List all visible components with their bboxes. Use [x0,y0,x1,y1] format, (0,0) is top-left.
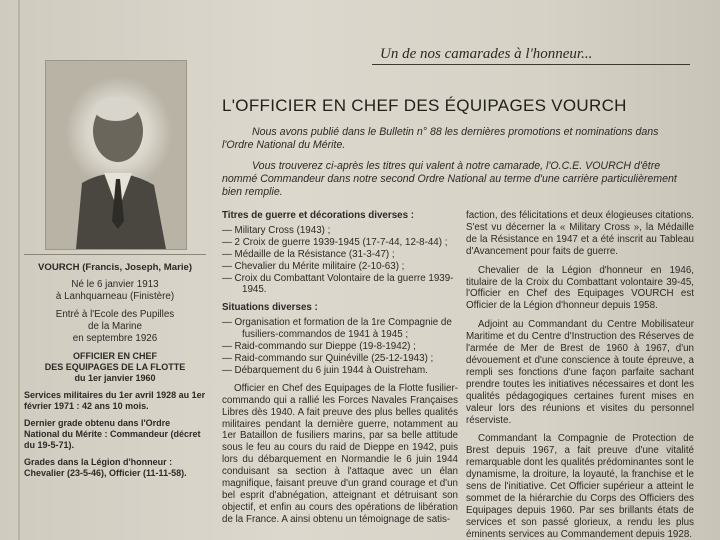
sidebar-rule [24,254,206,255]
list-item: — Croix du Combattant Volontaire de la guerre 1939-1945. [222,273,458,297]
banner-heading: Un de nos camarades à l'honneur... [380,46,593,62]
birth-place: à Lanhquarneau (Finistère) [55,291,175,302]
paragraph-brest-centre: Adjoint au Commandant du Centre Mobilisateur Maritime et du Centre d'Instruction des Réserves de l'armée de Mer de Brest de 1960 à 1967, d'un dévouement et d'une conscience à toute épreuve, a rempli ses fonctions d'une façon parfaite sachant prendre toutes les initiatives nécessaires et dont les qualités pédagogiques certaines furent mises en valeur lors des réunions et visites du personnel réserviste. [466,319,694,426]
list-item: — Raid-commando sur Dieppe (19-8-1942) ; [222,341,458,353]
titles-heading: Titres de guerre et décorations diverses : [222,210,415,221]
intro-paragraph-1: Nous avons publié dans le Bulletin n° 88 les dernières promotions et nominations dans l'Ordre National du Mérite. [222,126,659,151]
article-intro [222,126,692,207]
sidebar-biography [24,262,206,485]
page-fold [18,0,20,540]
situations-heading: Situations diverses : [222,302,318,314]
portrait-illustration [46,61,186,249]
list-item: — Organisation et formation de la 1re Compagnie de fusiliers-commandos de 1941 à 1945 ; [222,317,458,341]
intro-paragraph-2: Vous trouverez ci-après les titres qui valent à notre camarade, l'O.C.E. VOURCH d'être nommé Commandeur dans notre second Ordre National au terme d'une carrière particulièrement bien remplie. [222,160,677,198]
person-name: VOURCH (Francis, Joseph, Marie) [37,262,193,273]
rank-line-3: du 1er janvier 1960 [74,373,156,383]
legion-info: Grades dans la Légion d'honneur : Chevalier (23-5-46), Officier (11-11-58). [24,457,187,478]
rank-info [24,351,206,384]
banner-rule [372,64,690,65]
list-item: — 2 Croix de guerre 1939-1945 (17-7-44, 12-8-44) ; [222,237,458,249]
paragraph-citations: faction, des félicitations et deux élogieuses citations. S'est vu décerner la « Military Cross », la Médaille de la Résistance en 1947 et a été inscrit au Tableau d'Avancement pour faits de guerre. [466,210,694,257]
article-title: L'OFFICIER EN CHEF DES ÉQUIPAGES VOURCH [222,96,627,115]
paragraph-legion: Chevalier de la Légion d'honneur en 1946, titulaire de la Croix du Combattant volontaire 39-45, l'Officier en Chef des Equipages VOURCH est Officier de la Légion d'honneur depuis 1958. [466,264,694,312]
merit-info: Dernier grade obtenu dans l'Ordre National du Mérite : Commandeur (décret du 19-5-71). [24,418,201,450]
list-item: — Médaille de la Résistance (31-3-47) ; [222,249,458,261]
citation-paragraph: Officier en Chef des Equipages de la Flotte fusilier-commando qui a rallié les Forces Navales Françaises Libres dès 1940. A fait preuve des plus belles qualités militaires pendant la dernière guerre, notamment au 1er Bataillon de fusiliers marins, par sa belle attitude sous le feu au cours du raid de Dieppe en 1942, puis lors du débarquement en Normandie le 6 juin 1944 conduisant sa section à l'attaque avec un élan magnifique, faisant preuve d'un grand courage et d'un bel esprit d'abnégation, atteignant et détruisant son objectif, et enfin au cours des opérations de libération de la France. A ainsi obtenu un témoignage de satis- [222,382,458,525]
paragraph-company-command: Commandant la Compagnie de Protection de Brest depuis 1967, a fait preuve d'une vitalité remarquable dont les qualités prédominantes sont le dynamisme, la droiture, la loyauté, la franchise et le sens de l'initiative. Cet Officier supérieur a atteint le sommet de la hiérarchie du Corps des Officiers des Equipages depuis 1960. Par ses brillants états de services et son passé glorieux, a rendu les plus éminents services au Commandement depuis 1928. [466,433,694,540]
portrait-photo [45,60,187,250]
list-item: — Military Cross (1943) ; [222,225,458,237]
school-line-3: en septembre 1926 [72,333,158,344]
titles-list [222,225,458,296]
school-line-2: de la Marine [88,321,142,332]
birth-info [24,279,206,303]
list-item: — Raid-commando sur Quinéville (25-12-1943) ; [222,353,458,365]
list-item: — Débarquement du 6 juin 1944 à Ouistreham. [222,365,458,377]
portrait-hair [94,97,138,121]
article-column-2 [466,210,694,540]
school-line-1: Entré à l'Ecole des Pupilles [55,309,175,320]
birth-date: Né le 6 janvier 1913 [71,279,159,290]
list-item: — Chevalier du Mérite militaire (2-10-63) ; [222,261,458,273]
school-info [24,309,206,345]
article-column-1 [222,210,458,533]
situations-list [222,317,458,377]
rank-line-1: OFFICIER EN CHEF [72,351,157,361]
services-info: Services militaires du 1er avril 1928 au 1er février 1971 : 42 ans 10 mois. [24,390,206,411]
rank-line-2: DES EQUIPAGES DE LA FLOTTE [44,362,186,372]
